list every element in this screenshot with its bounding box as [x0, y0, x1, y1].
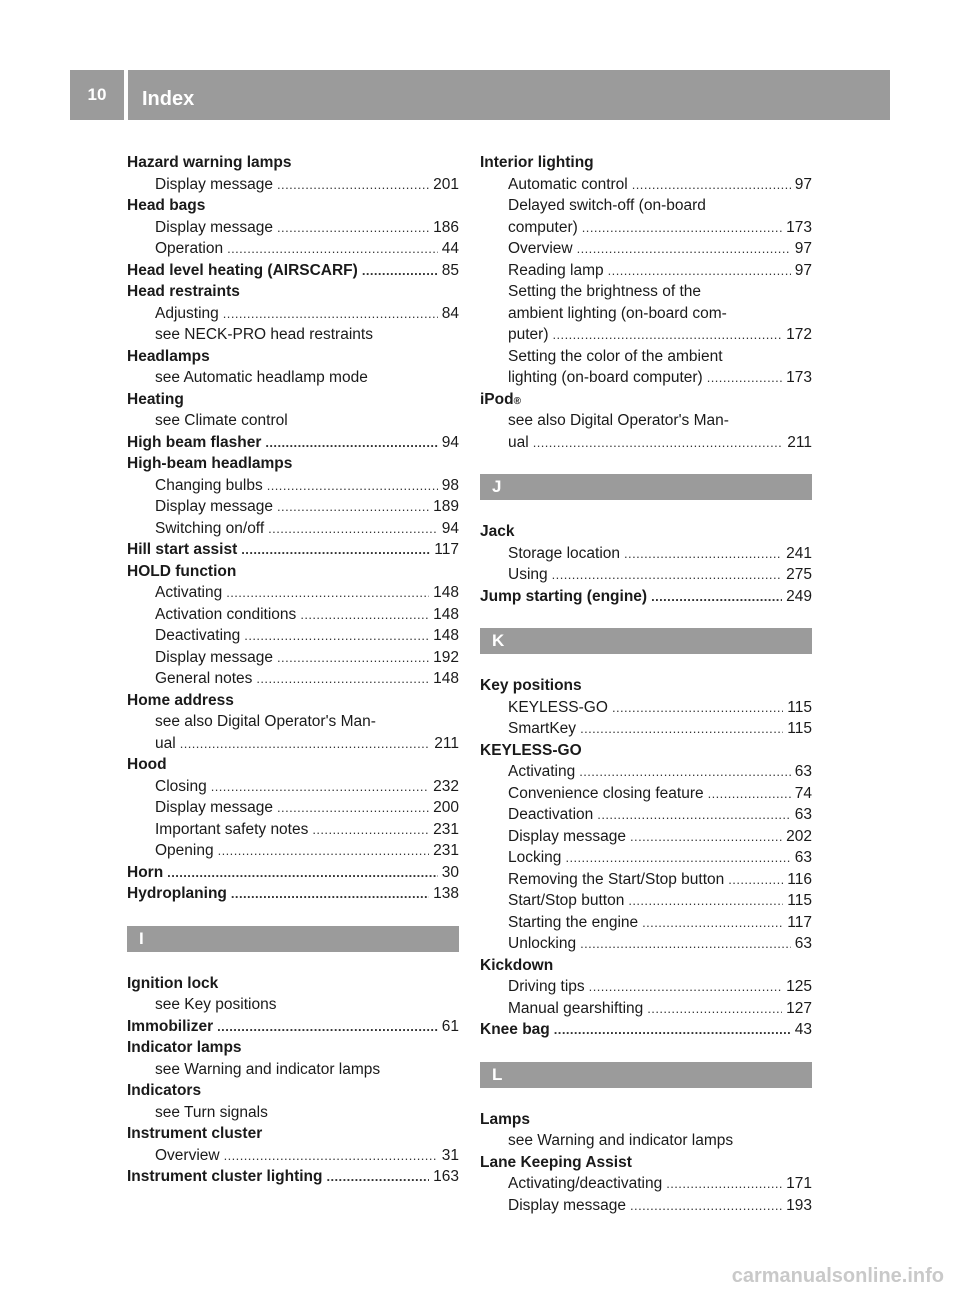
page-reference: 171: [786, 1175, 812, 1192]
index-entry: [480, 586, 812, 608]
leader-dots: [244, 625, 429, 647]
entry-label: Heating: [127, 390, 184, 408]
entry-label: Kickdown: [480, 956, 554, 974]
leader-dots: [277, 496, 429, 518]
index-subentry: [127, 324, 459, 346]
entry-label: Start/Stop button: [508, 892, 625, 909]
page-reference: 115: [787, 720, 812, 737]
page-reference: 94: [441, 433, 459, 451]
index-entry: [127, 1037, 459, 1059]
index-subentry: [127, 711, 459, 733]
page-reference: 201: [433, 175, 459, 193]
page-reference: 63: [794, 763, 812, 780]
index-entry: [127, 754, 459, 776]
index-subentry: [127, 303, 459, 325]
entry-label: see Climate control: [155, 412, 288, 429]
entry-label: Display message: [155, 799, 274, 816]
index-entry: [127, 195, 459, 217]
index-subentry: [480, 564, 812, 586]
entry-label: KEYLESS-GO: [508, 698, 608, 716]
index-subentry: [127, 647, 459, 669]
page-reference: 116: [787, 870, 812, 888]
index-entry: [127, 389, 459, 411]
page-reference: 30: [441, 863, 459, 881]
leader-dots: [326, 1166, 429, 1188]
index-subentry: [480, 217, 812, 239]
leader-dots: [612, 697, 783, 719]
page-reference: 148: [433, 627, 459, 644]
entry-label: General notes: [155, 670, 253, 687]
index-subentry: [480, 869, 812, 891]
page-reference: 211: [434, 734, 459, 752]
page-reference: 97: [794, 240, 812, 257]
leader-dots: [552, 564, 782, 586]
entry-label: High-beam headlamps: [127, 455, 293, 472]
index-entry: [127, 539, 459, 561]
index-subentry: [480, 543, 812, 565]
index-subentry: [480, 432, 812, 454]
index-subentry: [480, 195, 812, 217]
entry-label: Knee bag: [480, 1021, 550, 1038]
entry-label: Display message: [155, 648, 274, 666]
index-subentry: [480, 346, 812, 368]
index-entry: [127, 346, 459, 368]
page-reference: 97: [794, 261, 812, 279]
index-entry: [127, 1016, 459, 1038]
entry-label: Display message: [508, 827, 627, 845]
index-entry: [127, 1080, 459, 1102]
index-subentry: [127, 1145, 459, 1167]
entry-label: lighting (on-board computer): [508, 369, 703, 386]
index-column-left: [127, 152, 459, 1188]
leader-dots: [256, 668, 429, 690]
page-reference: 202: [786, 827, 812, 845]
index-subentry: [127, 1102, 459, 1124]
leader-dots: [226, 582, 429, 604]
entry-label: computer): [508, 218, 578, 236]
entry-label: Head bags: [127, 197, 206, 214]
index-subentry: [480, 1173, 812, 1195]
entry-label: Ignition lock: [127, 974, 219, 992]
entry-label: Headlamps: [127, 347, 210, 365]
page-reference: 31: [441, 1146, 459, 1164]
page-reference: 148: [433, 605, 459, 623]
page-reference: 85: [441, 261, 459, 279]
entry-label: Setting the color of the ambient: [508, 347, 723, 365]
leader-dots: [277, 217, 429, 239]
index-entry: [127, 453, 459, 475]
leader-dots: [267, 475, 438, 497]
page-reference: 241: [786, 544, 812, 562]
page-reference: 125: [786, 978, 812, 995]
leader-dots: [630, 826, 782, 848]
leader-dots: [628, 890, 783, 912]
index-subentry: [127, 797, 459, 819]
index-subentry: [127, 238, 459, 260]
entry-label: Driving tips: [508, 978, 585, 995]
page-reference: 232: [433, 777, 459, 795]
entry-label: High beam flasher: [127, 433, 262, 451]
index-subentry: [127, 174, 459, 196]
entry-label: Overview: [155, 1146, 220, 1164]
entry-label: Reading lamp: [508, 261, 604, 279]
index-subentry: [127, 625, 459, 647]
index-entry: [480, 740, 812, 762]
page-reference: 163: [433, 1168, 459, 1185]
page-reference: 117: [434, 541, 459, 558]
entry-label: see Key positions: [155, 996, 277, 1013]
leader-dots: [707, 367, 782, 389]
page-reference: 192: [433, 648, 459, 666]
index-subentry: [127, 217, 459, 239]
index-entry: [480, 521, 812, 543]
entry-label: Switching on/off: [155, 519, 265, 537]
page-reference: 94: [441, 519, 459, 537]
page-reference: 98: [441, 476, 459, 494]
index-entry: [480, 1152, 812, 1174]
index-subentry: [127, 819, 459, 841]
page-reference: 117: [787, 913, 812, 931]
entry-label: see also Digital Operator's Man-: [508, 412, 729, 429]
leader-dots: [277, 174, 429, 196]
index-subentry: [127, 1059, 459, 1081]
entry-label: KEYLESS-GO: [480, 741, 582, 759]
entry-label: Opening: [155, 842, 214, 859]
page-reference: 231: [433, 820, 459, 838]
leader-dots: [647, 998, 782, 1020]
page-reference: 173: [786, 218, 812, 236]
entry-label: see also Digital Operator's Man-: [155, 713, 376, 730]
index-entry: [127, 690, 459, 712]
entry-label: Head restraints: [127, 283, 240, 300]
leader-dots: [211, 776, 429, 798]
entry-label: ambient lighting (on-board com-: [508, 304, 727, 322]
entry-label: Interior lighting: [480, 154, 594, 171]
entry-label: Instrument cluster lighting: [127, 1168, 323, 1185]
index-subentry: [480, 324, 812, 346]
entry-label: Convenience closing feature: [508, 784, 704, 802]
page-reference: 211: [787, 433, 812, 451]
entry-label: Home address: [127, 691, 234, 709]
page-reference: 148: [433, 670, 459, 687]
index-entry: [480, 1019, 812, 1041]
entry-label: Indicator lamps: [127, 1039, 242, 1056]
entry-label: Using: [508, 566, 548, 583]
entry-label: Instrument cluster: [127, 1125, 263, 1142]
entry-label: Operation: [155, 240, 224, 257]
index-subentry: [127, 410, 459, 432]
entry-label: Horn: [127, 863, 164, 881]
index-subentry: [480, 976, 812, 998]
entry-label: see Warning and indicator lamps: [508, 1132, 734, 1149]
entry-label: Head level heating (AIRSCARF): [127, 261, 358, 279]
page-reference: 189: [433, 498, 459, 515]
index-entry: [127, 1123, 459, 1145]
index-subentry: [480, 847, 812, 869]
entry-label: Display message: [155, 498, 274, 515]
index-subentry: [127, 668, 459, 690]
entry-label: Overview: [508, 240, 573, 257]
leader-dots: [277, 647, 429, 669]
entry-label: HOLD function: [127, 562, 237, 580]
entry-label: ual: [508, 433, 529, 451]
index-subentry: [480, 174, 812, 196]
leader-dots: [728, 869, 783, 891]
index-subentry: [480, 281, 812, 303]
index-entry: [127, 973, 459, 995]
page-reference: 127: [786, 999, 812, 1017]
entry-label: Display message: [155, 175, 274, 193]
index-subentry: [480, 804, 812, 826]
index-subentry: [127, 475, 459, 497]
page-reference: 84: [441, 304, 459, 322]
page-reference: 115: [787, 698, 812, 716]
entry-label: Unlocking: [508, 935, 577, 952]
leader-dots: [223, 303, 438, 325]
leader-dots: [589, 976, 782, 998]
entry-label: Setting the brightness of the: [508, 283, 702, 300]
index-entry: [127, 432, 459, 454]
page-reference: 200: [433, 799, 459, 816]
index-subentry: [127, 582, 459, 604]
index-subentry: [480, 1195, 812, 1217]
entry-label: Activating: [155, 584, 223, 601]
index-entry: [480, 955, 812, 977]
leader-dots: [231, 883, 429, 905]
leader-dots: [632, 174, 791, 196]
index-entry: [127, 152, 459, 174]
index-subentry: [480, 718, 812, 740]
page-reference: 74: [794, 784, 812, 802]
entry-label: Lane Keeping Assist: [480, 1153, 632, 1171]
entry-label: ual: [155, 734, 176, 752]
entry-label: Hood: [127, 756, 167, 773]
page-reference: 186: [433, 218, 459, 236]
index-column-right: [480, 152, 812, 1216]
index-subentry: [127, 733, 459, 755]
leader-dots: [362, 260, 438, 282]
entry-label: see Turn signals: [155, 1103, 268, 1121]
leader-dots: [241, 539, 430, 561]
index-entry: [127, 260, 459, 282]
index-subentry: [480, 697, 812, 719]
leader-dots: [180, 733, 431, 755]
leader-dots: [580, 933, 791, 955]
leader-dots: [227, 238, 438, 260]
page-number: 10: [87, 85, 107, 104]
index-subentry: [480, 1130, 812, 1152]
entry-label: Adjusting: [155, 304, 219, 322]
entry-label: Deactivation: [508, 806, 594, 823]
page-reference: 249: [786, 587, 812, 605]
section-letter-bar: I: [127, 926, 459, 952]
index-subentry: [480, 890, 812, 912]
entry-label: iPod: [480, 390, 514, 408]
index-subentry: [480, 367, 812, 389]
index-subentry: [127, 840, 459, 862]
entry-label: Important safety notes: [155, 820, 309, 838]
section-letter-bar: L: [480, 1062, 812, 1088]
index-subentry: [127, 776, 459, 798]
index-subentry: [480, 410, 812, 432]
page-reference: 148: [433, 584, 459, 601]
entry-label: see NECK-PRO head restraints: [155, 326, 373, 343]
leader-dots: [565, 847, 790, 869]
leader-dots: [579, 761, 791, 783]
page-reference: 97: [794, 175, 812, 193]
index-subentry: [480, 783, 812, 805]
leader-dots: [708, 783, 791, 805]
index-entry: [480, 675, 812, 697]
leader-dots: [167, 862, 438, 884]
entry-label: Jack: [480, 523, 515, 540]
leader-dots: [268, 518, 438, 540]
index-entry: [127, 883, 459, 905]
entry-label: Changing bulbs: [155, 476, 263, 494]
entry-label: Starting the engine: [508, 913, 639, 931]
page-reference: 43: [794, 1021, 812, 1038]
leader-dots: [533, 432, 784, 454]
leader-dots: [218, 840, 430, 862]
index-subentry: [127, 518, 459, 540]
page-reference: 63: [794, 935, 812, 952]
entry-label: Key positions: [480, 677, 582, 694]
leader-dots: [553, 324, 783, 346]
page-reference: 231: [433, 842, 459, 859]
leader-dots: [217, 1016, 438, 1038]
header-divider: [124, 70, 128, 120]
page-header: [70, 70, 890, 120]
leader-dots: [642, 912, 783, 934]
leader-dots: [651, 586, 782, 608]
index-subentry: [480, 260, 812, 282]
entry-label: Lamps: [480, 1110, 530, 1128]
index-entry: [127, 862, 459, 884]
index-subentry: [480, 761, 812, 783]
index-entry: iPod ®: [480, 389, 812, 411]
entry-label: Hydroplaning: [127, 885, 227, 902]
leader-dots: [597, 804, 790, 826]
entry-label: puter): [508, 326, 549, 343]
page-reference: 138: [433, 885, 459, 902]
index-entry: [480, 152, 812, 174]
page-reference: 172: [786, 326, 812, 343]
page-reference: 61: [441, 1017, 459, 1035]
leader-dots: [577, 238, 791, 260]
leader-dots: [608, 260, 791, 282]
entry-label: Manual gearshifting: [508, 999, 644, 1017]
page-reference: 63: [794, 849, 812, 866]
index-entry: [127, 561, 459, 583]
entry-label: Jump starting (engine): [480, 587, 648, 605]
page-reference: 44: [441, 240, 459, 257]
entry-label: Hill start assist: [127, 541, 238, 558]
leader-dots: [224, 1145, 438, 1167]
entry-label: Activating/deactivating: [508, 1175, 663, 1192]
leader-dots: [277, 797, 429, 819]
index-subentry: [480, 912, 812, 934]
leader-dots: [312, 819, 429, 841]
page-title: Index: [142, 88, 195, 110]
entry-label: Immobilizer: [127, 1017, 214, 1035]
leader-dots: [554, 1019, 791, 1041]
leader-dots: [666, 1173, 782, 1195]
entry-label: SmartKey: [508, 720, 577, 737]
entry-label: see Automatic headlamp mode: [155, 369, 368, 386]
index-entry: [127, 1166, 459, 1188]
section-letter-bar: K: [480, 628, 812, 654]
leader-dots: [580, 718, 783, 740]
entry-label: Activating: [508, 763, 576, 780]
index-subentry: [480, 826, 812, 848]
entry-label: Automatic control: [508, 175, 628, 193]
section-letter-bar: J: [480, 474, 812, 500]
watermark: carmanualsonline.info: [731, 1265, 944, 1287]
entry-label: Closing: [155, 777, 207, 795]
entry-label: Hazard warning lamps: [127, 154, 292, 171]
index-subentry: [127, 994, 459, 1016]
entry-label: see Warning and indicator lamps: [155, 1060, 381, 1078]
page-reference: 173: [786, 369, 812, 386]
index-subentry: [480, 998, 812, 1020]
index-subentry: [480, 238, 812, 260]
entry-label: Locking: [508, 849, 562, 866]
leader-dots: [624, 543, 782, 565]
entry-label: Display message: [155, 218, 274, 236]
entry-label: Removing the Start/Stop button: [508, 870, 725, 888]
entry-label: Display message: [508, 1196, 627, 1214]
index-entry: [480, 1109, 812, 1131]
index-subentry: [480, 933, 812, 955]
entry-label: Storage location: [508, 544, 621, 562]
entry-label: Indicators: [127, 1082, 202, 1099]
index-entry: [127, 281, 459, 303]
leader-dots: [630, 1195, 782, 1217]
entry-label: Delayed switch-off (on-board: [508, 197, 706, 214]
page-reference: 193: [786, 1196, 812, 1214]
leader-dots: [582, 217, 782, 239]
index-subentry: [480, 303, 812, 325]
entry-label: Activation conditions: [155, 605, 297, 623]
entry-label: Deactivating: [155, 627, 241, 644]
index-subentry: [127, 604, 459, 626]
leader-dots: [300, 604, 429, 626]
leader-dots: [265, 432, 437, 454]
index-subentry: [127, 496, 459, 518]
index-subentry: [127, 367, 459, 389]
page-reference: 63: [794, 806, 812, 823]
page-reference: 115: [787, 892, 812, 909]
page-reference: 275: [786, 566, 812, 583]
